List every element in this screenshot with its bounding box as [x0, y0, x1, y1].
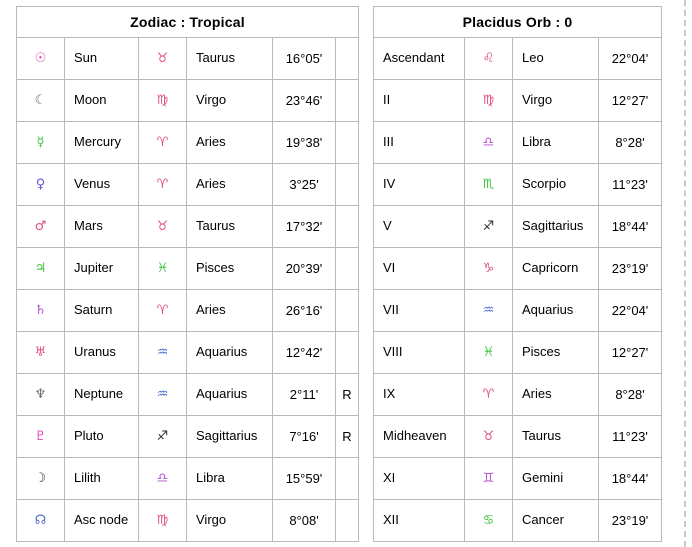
house-name: XI — [383, 470, 396, 486]
taurus-symbol: ♉ — [465, 416, 513, 458]
neptune-symbol: ♆ — [17, 374, 65, 416]
planet-name-cell — [65, 374, 139, 416]
pisces-symbol: ♓ — [139, 248, 187, 290]
scorpio-symbol: ♏ — [465, 164, 513, 206]
sagittarius-symbol: ♐ — [139, 416, 187, 458]
table-row — [374, 122, 662, 164]
capricorn-symbol: ♑ — [465, 248, 513, 290]
sign-name-cell — [187, 500, 273, 542]
planet-name-cell — [65, 122, 139, 164]
pisces-symbol: ♓ — [465, 332, 513, 374]
degree-value: 11°23' — [599, 164, 662, 206]
house-name: IX — [383, 386, 396, 402]
retrograde-flag — [336, 290, 359, 332]
sign-name-cell — [513, 206, 599, 248]
house-name-cell — [374, 458, 465, 500]
degree-value: 23°19' — [599, 248, 662, 290]
sign-name-cell — [187, 458, 273, 500]
house-cusps-table — [373, 6, 662, 542]
sign-name-cell — [513, 458, 599, 500]
retrograde-flag — [336, 458, 359, 500]
sign-name: Virgo — [196, 92, 227, 108]
planet-name-cell — [65, 290, 139, 332]
sign-name-cell — [513, 500, 599, 542]
degree-value: 19°38' — [273, 122, 336, 164]
planet-name: Venus — [74, 176, 111, 192]
virgo-symbol: ♍ — [465, 80, 513, 122]
table-row — [17, 206, 359, 248]
aries-symbol: ♈ — [139, 164, 187, 206]
sagittarius-symbol: ♐ — [465, 206, 513, 248]
libra-symbol: ♎ — [465, 122, 513, 164]
degree-value: 20°39' — [273, 248, 336, 290]
retrograde-flag — [336, 164, 359, 206]
table-row — [374, 248, 662, 290]
planet-name-cell — [65, 332, 139, 374]
sign-name-cell — [513, 332, 599, 374]
sign-name-cell — [187, 164, 273, 206]
aquarius-symbol: ♒ — [139, 374, 187, 416]
sign-name: Aries — [196, 302, 226, 318]
house-name-cell — [374, 332, 465, 374]
libra-symbol: ♎ — [139, 458, 187, 500]
house-name: VII — [383, 302, 399, 318]
virgo-symbol: ♍ — [139, 500, 187, 542]
degree-value: 12°27' — [599, 332, 662, 374]
sign-name: Taurus — [196, 218, 236, 234]
sign-name-cell — [187, 80, 273, 122]
aries-symbol: ♈ — [465, 374, 513, 416]
virgo-symbol: ♍ — [139, 80, 187, 122]
house-name: Midheaven — [383, 428, 447, 444]
table-row — [374, 332, 662, 374]
table-row — [374, 80, 662, 122]
house-name: IV — [383, 176, 396, 192]
table-row — [374, 164, 662, 206]
sign-name-cell — [187, 248, 273, 290]
house-name-cell — [374, 416, 465, 458]
degree-value: 22°04' — [599, 38, 662, 80]
degree-value: 8°28' — [599, 122, 662, 164]
table-row — [17, 248, 359, 290]
table-row — [17, 374, 359, 416]
venus-symbol: ♀ — [17, 164, 65, 206]
house-name: Ascendant — [383, 50, 445, 66]
planet-name: Lilith — [74, 470, 101, 486]
sign-name-cell — [187, 122, 273, 164]
sign-name-cell — [513, 164, 599, 206]
sign-name-cell — [513, 374, 599, 416]
retrograde-flag — [336, 332, 359, 374]
page-edge-divider — [684, 0, 686, 547]
house-name: VI — [383, 260, 396, 276]
sign-name-cell — [187, 206, 273, 248]
planet-name: Mars — [74, 218, 103, 234]
degree-value: 8°08' — [273, 500, 336, 542]
sign-name: Aries — [196, 176, 226, 192]
planet-name-cell — [65, 164, 139, 206]
planet-name: Moon — [74, 92, 107, 108]
sign-name: Libra — [522, 134, 551, 150]
sign-name-cell — [187, 290, 273, 332]
degree-value: 15°59' — [273, 458, 336, 500]
table-row — [17, 122, 359, 164]
degree-value: 3°25' — [273, 164, 336, 206]
planet-name-cell — [65, 248, 139, 290]
table-row — [17, 500, 359, 542]
house-name-cell — [374, 164, 465, 206]
aries-symbol: ♈ — [139, 122, 187, 164]
degree-value: 8°28' — [599, 374, 662, 416]
sign-name: Libra — [196, 470, 225, 486]
table-row — [17, 290, 359, 332]
table-row — [374, 38, 662, 80]
table-row — [374, 458, 662, 500]
sign-name: Scorpio — [522, 176, 567, 192]
sign-name: Cancer — [522, 512, 564, 528]
sign-name: Sagittarius — [196, 428, 258, 444]
house-name-cell — [374, 206, 465, 248]
planet-name: Jupiter — [74, 260, 114, 276]
sign-name: Taurus — [196, 50, 236, 66]
degree-value: 26°16' — [273, 290, 336, 332]
house-name: XII — [383, 512, 399, 528]
degree-value: 12°42' — [273, 332, 336, 374]
planet-name: Neptune — [74, 386, 124, 402]
degree-value: 16°05' — [273, 38, 336, 80]
house-name-cell — [374, 248, 465, 290]
planet-name: Mercury — [74, 134, 121, 150]
sign-name-cell — [513, 416, 599, 458]
degree-value: 18°44' — [599, 206, 662, 248]
planet-name: Saturn — [74, 302, 113, 318]
sign-name: Virgo — [196, 512, 227, 528]
planet-name-cell — [65, 206, 139, 248]
mercury-symbol: ☿ — [17, 122, 65, 164]
planet-name-cell — [65, 80, 139, 122]
sign-name-cell — [513, 38, 599, 80]
jupiter-symbol: ♃ — [17, 248, 65, 290]
sign-name-cell — [513, 248, 599, 290]
sun-symbol: ☉ — [17, 38, 65, 80]
sign-name: Leo — [522, 50, 544, 66]
planet-name-cell — [65, 38, 139, 80]
house-name-cell — [374, 290, 465, 332]
moon-symbol: ☾ — [17, 80, 65, 122]
planet-name-cell — [65, 500, 139, 542]
planet-name: Sun — [74, 50, 98, 66]
table-row — [374, 290, 662, 332]
aries-symbol: ♈ — [139, 290, 187, 332]
house-name-cell — [374, 80, 465, 122]
house-name-cell — [374, 38, 465, 80]
planet-name-cell — [65, 416, 139, 458]
house-name: III — [383, 134, 394, 150]
retrograde-flag — [336, 206, 359, 248]
retrograde-flag: R — [336, 374, 359, 416]
sign-name-cell — [513, 290, 599, 332]
sign-name-cell — [187, 332, 273, 374]
sign-name: Virgo — [522, 92, 553, 108]
house-name-cell — [374, 500, 465, 542]
degree-value: 2°11' — [273, 374, 336, 416]
table-row — [17, 458, 359, 500]
saturn-symbol: ♄ — [17, 290, 65, 332]
sign-name: Sagittarius — [522, 218, 584, 234]
sign-name: Capricorn — [522, 260, 579, 276]
table-row — [374, 374, 662, 416]
house-name: V — [383, 218, 392, 234]
sign-name: Pisces — [522, 344, 561, 360]
house-name-cell — [374, 122, 465, 164]
ascending-node-symbol: ☊ — [17, 500, 65, 542]
sign-name: Aries — [196, 134, 226, 150]
leo-symbol: ♌ — [465, 38, 513, 80]
lilith-symbol: ☽ — [17, 458, 65, 500]
house-name: II — [383, 92, 391, 108]
taurus-symbol: ♉ — [139, 38, 187, 80]
table-row — [17, 164, 359, 206]
uranus-symbol: ♅ — [17, 332, 65, 374]
pluto-symbol: ♇ — [17, 416, 65, 458]
aquarius-symbol: ♒ — [465, 290, 513, 332]
sign-name: Aquarius — [196, 386, 248, 402]
planet-name: Uranus — [74, 344, 116, 360]
aquarius-symbol: ♒ — [139, 332, 187, 374]
sign-name-cell — [513, 122, 599, 164]
table-row — [374, 500, 662, 542]
table-row — [17, 80, 359, 122]
degree-value: 23°19' — [599, 500, 662, 542]
sign-name: Aquarius — [522, 302, 574, 318]
cancer-symbol: ♋ — [465, 500, 513, 542]
house-name-cell — [374, 374, 465, 416]
degree-value: 22°04' — [599, 290, 662, 332]
gemini-symbol: ♊ — [465, 458, 513, 500]
sign-name: Aquarius — [196, 344, 248, 360]
planet-name-cell — [65, 458, 139, 500]
house-table-title: Placidus Orb : 0 — [374, 7, 662, 38]
sign-name-cell — [187, 416, 273, 458]
planet-name: Pluto — [74, 428, 104, 444]
planet-name: Asc node — [74, 512, 129, 528]
table-row — [374, 416, 662, 458]
degree-value: 12°27' — [599, 80, 662, 122]
retrograde-flag — [336, 80, 359, 122]
degree-value: 11°23' — [599, 416, 662, 458]
sign-name: Aries — [522, 386, 552, 402]
degree-value: 7°16' — [273, 416, 336, 458]
table-row — [374, 206, 662, 248]
degree-value: 23°46' — [273, 80, 336, 122]
mars-symbol: ♂ — [17, 206, 65, 248]
taurus-symbol: ♉ — [139, 206, 187, 248]
retrograde-flag — [336, 500, 359, 542]
retrograde-flag — [336, 122, 359, 164]
house-name: VIII — [383, 344, 403, 360]
retrograde-flag: R — [336, 416, 359, 458]
degree-value: 18°44' — [599, 458, 662, 500]
planet-positions-table — [16, 6, 359, 542]
table-row — [17, 332, 359, 374]
planet-table-title: Zodiac : Tropical — [17, 7, 359, 38]
sign-name: Pisces — [196, 260, 235, 276]
table-row — [17, 416, 359, 458]
sign-name-cell — [187, 374, 273, 416]
retrograde-flag — [336, 38, 359, 80]
degree-value: 17°32' — [273, 206, 336, 248]
table-row — [17, 38, 359, 80]
sign-name: Gemini — [522, 470, 564, 486]
retrograde-flag — [336, 248, 359, 290]
sign-name: Taurus — [522, 428, 562, 444]
sign-name-cell — [187, 38, 273, 80]
sign-name-cell — [513, 80, 599, 122]
